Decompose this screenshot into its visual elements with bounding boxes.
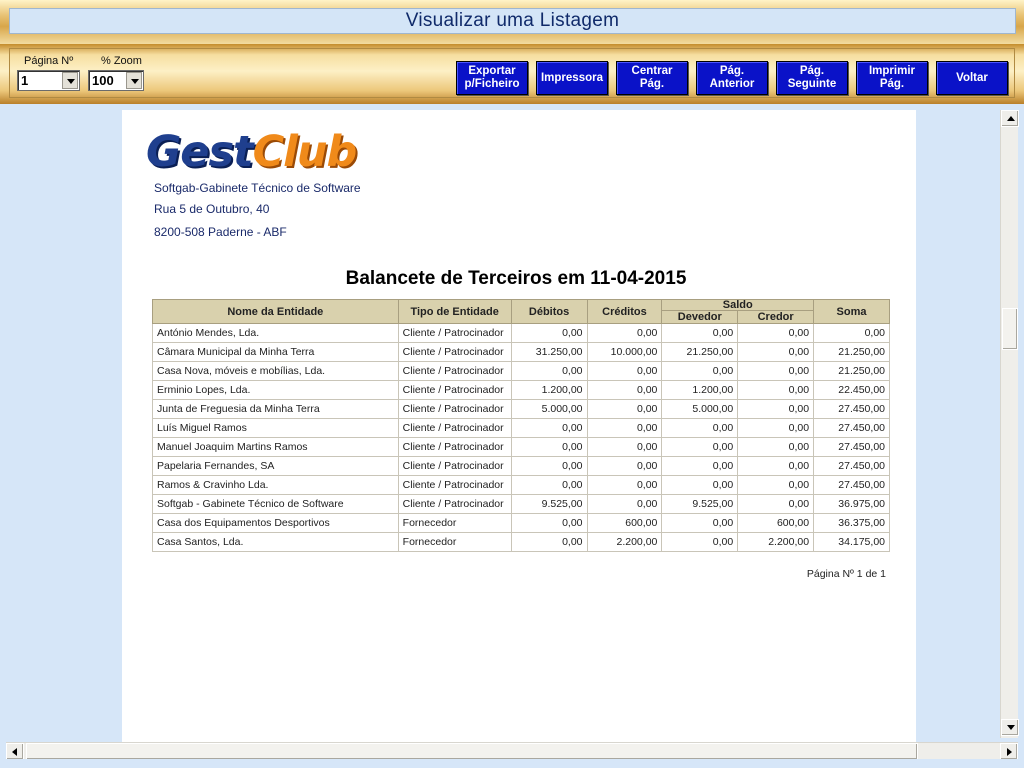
vertical-scrollbar[interactable]	[1000, 110, 1018, 738]
cell-sum: 34.175,00	[814, 533, 890, 552]
cell-credits: 0,00	[587, 495, 662, 514]
cell-debits: 0,00	[511, 476, 587, 495]
cell-type: Cliente / Patrocinador	[398, 476, 511, 495]
cell-entity: Casa Nova, móveis e mobílias, Lda.	[153, 362, 399, 381]
col-header-entity: Nome da Entidade	[153, 300, 399, 324]
window-title: Visualizar uma Listagem	[9, 8, 1016, 34]
arrow-right-icon[interactable]	[1000, 743, 1018, 760]
cell-creditor: 0,00	[738, 419, 814, 438]
table-row	[153, 438, 890, 457]
cell-debits: 5.000,00	[511, 400, 587, 419]
toolbar-frame	[9, 48, 1015, 98]
center-page-button[interactable]: Centrar Pág.	[616, 61, 688, 95]
cell-credits: 0,00	[587, 419, 662, 438]
cell-entity: Manuel Joaquim Martins Ramos	[153, 438, 399, 457]
cell-debits: 0,00	[511, 362, 587, 381]
toolbar	[0, 44, 1024, 104]
cell-sum: 27.450,00	[814, 457, 890, 476]
table-row	[153, 362, 890, 381]
cell-sum: 36.375,00	[814, 514, 890, 533]
arrow-left-icon[interactable]	[6, 743, 24, 760]
cell-type: Cliente / Patrocinador	[398, 343, 511, 362]
col-header-credits: Créditos	[587, 300, 662, 324]
cell-type: Cliente / Patrocinador	[398, 419, 511, 438]
cell-credits: 10.000,00	[587, 343, 662, 362]
cell-entity: Ramos & Cravinho Lda.	[153, 476, 399, 495]
cell-debits: 1.200,00	[511, 381, 587, 400]
table-row	[153, 381, 890, 400]
print-page-button[interactable]: Imprimir Pág.	[856, 61, 928, 95]
vertical-scroll-thumb[interactable]	[1002, 308, 1018, 350]
table-row	[153, 514, 890, 533]
cell-credits: 0,00	[587, 381, 662, 400]
cell-creditor: 0,00	[738, 495, 814, 514]
cell-debtor: 0,00	[662, 324, 738, 343]
report-viewport[interactable]	[0, 104, 1000, 742]
cell-credits: 2.200,00	[587, 533, 662, 552]
cell-type: Fornecedor	[398, 533, 511, 552]
zoom-label: % Zoom	[101, 55, 142, 67]
cell-sum: 21.250,00	[814, 343, 890, 362]
cell-sum: 27.450,00	[814, 400, 890, 419]
cell-debits: 0,00	[511, 324, 587, 343]
page-indicator: Página Nº 1 de 1	[806, 568, 886, 580]
cell-sum: 21.250,00	[814, 362, 890, 381]
cell-type: Cliente / Patrocinador	[398, 495, 511, 514]
cell-type: Cliente / Patrocinador	[398, 324, 511, 343]
report-title: Balancete de Terceiros em 11-04-2015	[345, 268, 687, 289]
cell-type: Cliente / Patrocinador	[398, 400, 511, 419]
table-row	[153, 400, 890, 419]
cell-creditor: 0,00	[738, 343, 814, 362]
cell-debits: 0,00	[511, 533, 587, 552]
col-header-debtor: Devedor	[662, 311, 738, 324]
cell-sum: 27.450,00	[814, 476, 890, 495]
cell-entity: Junta de Freguesia da Minha Terra	[153, 400, 399, 419]
company-name: Softgab-Gabinete Técnico de Software	[154, 181, 361, 195]
cell-debtor: 5.000,00	[662, 400, 738, 419]
cell-type: Cliente / Patrocinador	[398, 438, 511, 457]
cell-sum: 27.450,00	[814, 419, 890, 438]
cell-type: Cliente / Patrocinador	[398, 381, 511, 400]
cell-credits: 0,00	[587, 457, 662, 476]
cell-entity: Câmara Municipal da Minha Terra	[153, 343, 399, 362]
cell-credits: 0,00	[587, 438, 662, 457]
col-header-balance: Saldo	[662, 300, 814, 311]
company-street: Rua 5 de Outubro, 40	[154, 202, 270, 216]
cell-credits: 0,00	[587, 400, 662, 419]
cell-debtor: 0,00	[662, 419, 738, 438]
zoom-select[interactable]	[88, 70, 144, 91]
cell-credits: 0,00	[587, 476, 662, 495]
cell-type: Cliente / Patrocinador	[398, 362, 511, 381]
cell-debtor: 0,00	[662, 476, 738, 495]
cell-entity: Papelaria Fernandes, SA	[153, 457, 399, 476]
chevron-down-icon[interactable]	[126, 72, 142, 89]
table-row	[153, 476, 890, 495]
arrow-up-icon[interactable]	[1001, 110, 1019, 127]
cell-creditor: 0,00	[738, 324, 814, 343]
col-header-debits: Débitos	[511, 300, 587, 324]
zoom-value: 100	[92, 73, 114, 88]
page-number-value: 1	[21, 73, 29, 88]
cell-creditor: 0,00	[738, 381, 814, 400]
cell-debits: 9.525,00	[511, 495, 587, 514]
cell-debits: 0,00	[511, 457, 587, 476]
next-page-button[interactable]: Pág. Seguinte	[776, 61, 848, 95]
cell-creditor: 0,00	[738, 476, 814, 495]
horizontal-scroll-thumb[interactable]	[26, 743, 918, 760]
cell-debtor: 1.200,00	[662, 381, 738, 400]
cell-entity: Luís Miguel Ramos	[153, 419, 399, 438]
chevron-down-icon[interactable]	[62, 72, 78, 89]
table-row	[153, 419, 890, 438]
cell-entity: Casa Santos, Lda.	[153, 533, 399, 552]
cell-entity: Softgab - Gabinete Técnico de Software	[153, 495, 399, 514]
balance-table	[152, 299, 890, 552]
cell-creditor: 0,00	[738, 362, 814, 381]
company-city: 8200-508 Paderne - ABF	[154, 225, 287, 239]
title-bar	[0, 0, 1024, 44]
table-body	[153, 324, 890, 552]
previous-page-button[interactable]: Pág. Anterior	[696, 61, 768, 95]
back-button[interactable]: Voltar	[936, 61, 1008, 95]
cell-type: Cliente / Patrocinador	[398, 457, 511, 476]
cell-sum: 27.450,00	[814, 438, 890, 457]
cell-debtor: 0,00	[662, 362, 738, 381]
cell-creditor: 600,00	[738, 514, 814, 533]
arrow-down-icon[interactable]	[1001, 719, 1019, 736]
cell-debtor: 0,00	[662, 514, 738, 533]
cell-debtor: 9.525,00	[662, 495, 738, 514]
cell-debits: 0,00	[511, 514, 587, 533]
cell-debtor: 0,00	[662, 438, 738, 457]
cell-debits: 0,00	[511, 419, 587, 438]
page-number-select[interactable]	[17, 70, 80, 91]
col-header-type: Tipo de Entidade	[398, 300, 511, 324]
cell-credits: 600,00	[587, 514, 662, 533]
cell-sum: 0,00	[814, 324, 890, 343]
cell-debits: 31.250,00	[511, 343, 587, 362]
table-row	[153, 457, 890, 476]
col-header-sum: Soma	[814, 300, 890, 324]
horizontal-scrollbar[interactable]	[6, 742, 1018, 759]
export-file-button[interactable]: Exportar p/Ficheiro	[456, 61, 528, 95]
cell-type: Fornecedor	[398, 514, 511, 533]
report-page	[122, 110, 916, 742]
bottom-strip	[0, 759, 1024, 768]
cell-entity: Erminio Lopes, Lda.	[153, 381, 399, 400]
table-row	[153, 324, 890, 343]
table-row	[153, 495, 890, 514]
cell-entity: António Mendes, Lda.	[153, 324, 399, 343]
printer-button[interactable]: Impressora	[536, 61, 608, 95]
cell-debtor: 0,00	[662, 533, 738, 552]
cell-sum: 22.450,00	[814, 381, 890, 400]
cell-sum: 36.975,00	[814, 495, 890, 514]
col-header-creditor: Credor	[738, 311, 814, 324]
cell-entity: Casa dos Equipamentos Desportivos	[153, 514, 399, 533]
cell-creditor: 0,00	[738, 400, 814, 419]
gestclub-logo: GestClub	[146, 127, 357, 177]
cell-creditor: 0,00	[738, 457, 814, 476]
table-row	[153, 533, 890, 552]
cell-debits: 0,00	[511, 438, 587, 457]
cell-creditor: 0,00	[738, 438, 814, 457]
cell-debtor: 0,00	[662, 457, 738, 476]
table-row	[153, 343, 890, 362]
cell-creditor: 2.200,00	[738, 533, 814, 552]
cell-debtor: 21.250,00	[662, 343, 738, 362]
cell-credits: 0,00	[587, 362, 662, 381]
page-number-label: Página Nº	[24, 55, 74, 67]
cell-credits: 0,00	[587, 324, 662, 343]
